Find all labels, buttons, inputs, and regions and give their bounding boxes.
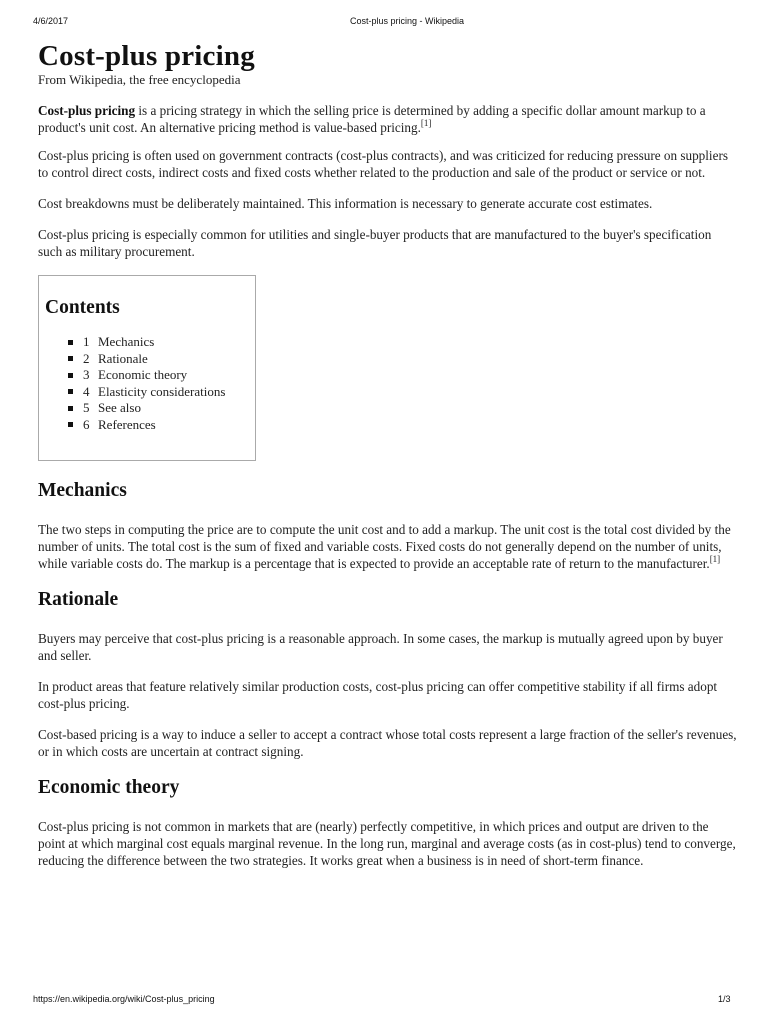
article-content	[38, 40, 738, 869]
print-header	[0, 16, 768, 30]
article-title: Cost-plus pricing	[38, 40, 255, 72]
section-heading-economic-theory: Economic theory	[38, 777, 180, 798]
print-date: 4/6/2017	[33, 16, 69, 26]
section-heading-rationale: Rationale	[38, 589, 119, 610]
print-page-title: Cost-plus pricing - Wikipedia	[350, 16, 465, 26]
intro-paragraph-4: Cost-plus pricing is especially common for utilities and single-buyer products that are manufactured to the buyer's specification such as military procurement.	[38, 227, 712, 259]
citation-link[interactable]: [1]	[709, 554, 721, 564]
bullet-icon	[68, 422, 73, 427]
print-url: https://en.wikipedia.org/wiki/Cost-plus_pricing	[33, 994, 215, 1004]
toc-item-mechanics[interactable]: 1 Mechanics	[68, 334, 255, 351]
lead-text: is a pricing strategy in which the selling price is determined by adding a specific dollar amount markup to a product's unit cost. An alternative pricing method is value-based pricing.	[38, 103, 706, 135]
toc-item-rationale[interactable]: 2 Rationale	[68, 351, 255, 368]
lead-term: Cost-plus pricing	[38, 103, 136, 118]
table-of-contents	[38, 275, 256, 461]
bullet-icon	[68, 373, 73, 378]
economic-theory-paragraph: Cost-plus pricing is not common in markets that are (nearly) perfectly competitive, in which prices and output are driven to the point at which marginal cost equals marginal revenue. In the long run, marginal and average costs (as in cost-plus) tend to converge, reducing the difference between the two strategies. It works great when a business is in need of short-term finance.	[38, 819, 736, 868]
toc-item-references[interactable]: 6 References	[68, 417, 255, 434]
rationale-paragraph-2: In product areas that feature relatively similar production costs, cost-plus pricing can offer competitive stability if all firms adopt cost-plus pricing.	[38, 679, 718, 711]
bullet-icon	[68, 340, 73, 345]
article-tagline: From Wikipedia, the free encyclopedia	[38, 72, 241, 87]
toc-item-economic-theory[interactable]: 3 Economic theory	[68, 367, 255, 384]
toc-heading: Contents	[45, 297, 120, 318]
toc-item-elasticity[interactable]: 4 Elasticity considerations	[68, 384, 255, 401]
bullet-icon	[68, 356, 73, 361]
print-footer	[0, 994, 768, 1008]
mechanics-paragraph: The two steps in computing the price are to compute the unit cost and to add a markup. The unit cost is the total cost divided by the number of units. The total cost is the sum of fixed and variable costs. Fixed costs do not generally depend on the number of units, while variable costs do. The markup is a percentage that is expected to provide an acceptable rate of return to the manufacturer.[1]	[38, 522, 731, 571]
section-heading-mechanics: Mechanics	[38, 480, 127, 501]
rationale-paragraph-1: Buyers may perceive that cost-plus pricing is a reasonable approach. In some cases, the markup is mutually agreed upon by buyer and seller.	[38, 631, 723, 663]
bullet-icon	[68, 406, 73, 411]
bullet-icon	[68, 389, 73, 394]
page-number: 1/3	[718, 994, 731, 1004]
intro-paragraph	[38, 102, 738, 136]
intro-paragraph-3: Cost breakdowns must be deliberately maintained. This information is necessary to generate accurate cost estimates.	[38, 196, 653, 211]
citation-link[interactable]: [1]	[420, 118, 432, 128]
intro-paragraph-2: Cost-plus pricing is often used on government contracts (cost-plus contracts), and was criticized for reducing pressure on suppliers to control direct costs, indirect costs and fixed costs whether related to the production and sale of the product or service or not.	[38, 148, 728, 180]
toc-list	[45, 334, 255, 433]
toc-item-see-also[interactable]: 5 See also	[68, 400, 255, 417]
rationale-paragraph-3: Cost-based pricing is a way to induce a seller to accept a contract whose total costs represent a large fraction of the seller's revenues, or in which costs are uncertain at contract signing.	[38, 727, 737, 759]
